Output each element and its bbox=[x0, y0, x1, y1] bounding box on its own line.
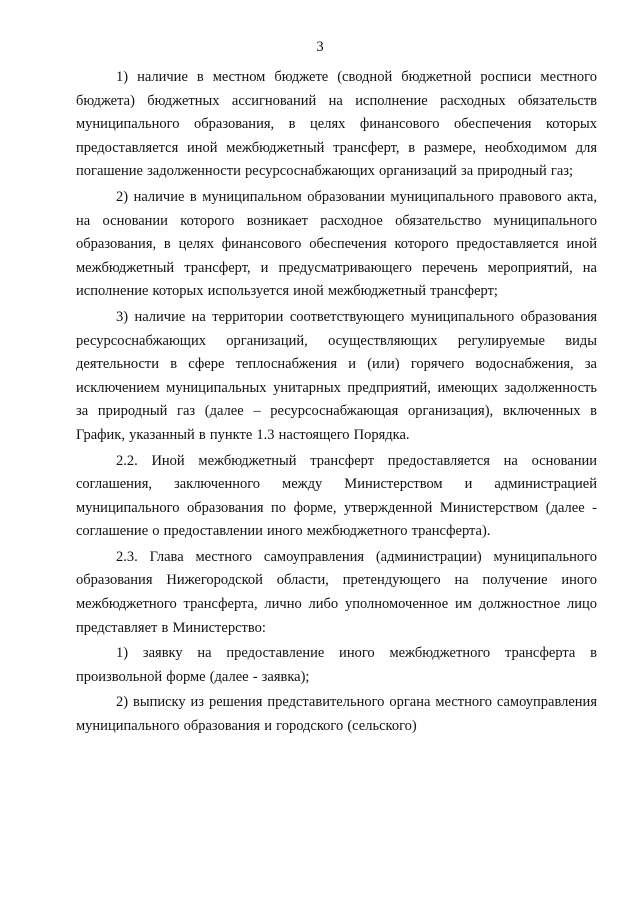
paragraph-extract: 2) выписку из решения представительного органа местного самоуправления муниципального образования и городского (сельского) bbox=[76, 694, 597, 735]
paragraph-head-of-self-government: 2.3. Глава местного самоуправления (администрации) муниципального образования Нижегородской области, претендующего на получение иного межбюджетного трансферта, лично либо уполномоченное им должностное лицо представляет в Министерство: bbox=[76, 548, 597, 636]
paragraph-resource-organizations: 3) наличие на территории соответствующего муниципального образования ресурсоснабжающих организаций, осуществляющих регулируемые виды деятельности в сфере теплоснабжения и (или) горячего водоснабжения, за исключением муниципальных унитарных предприятий, имеющих задолженность за природный газ (далее – ресурсоснабжающая организация), включенных в График, указанный в пункте 1.3 настоящего Порядка. bbox=[76, 308, 597, 443]
paragraph-agreement: 2.2. Иной межбюджетный трансферт предоставляется на основании соглашения, заключенного между Министерством и администрацией муниципального образования по форме, утвержденной Министерством (далее - соглашение о предоставлении иного межбюджетного трансферта). bbox=[76, 452, 597, 540]
page-number: 3 bbox=[316, 39, 324, 55]
paragraph-budget-allocations: 1) наличие в местном бюджете (сводной бюджетной росписи местного бюджета) бюджетных ассигнований на исполнение расходных обязательств муниципального образования, в целях финансового обеспечения которых предоставляется иной межбюджетный трансферт, в размере, необходимом для погашение задолженности ресурсоснабжающих организаций за природный газ; bbox=[76, 69, 597, 180]
document-body bbox=[76, 66, 597, 741]
paragraph-legal-act: 2) наличие в муниципальном образовании муниципального правового акта, на основании которого возникает расходное обязательство муниципального образования, в целях финансового обеспечения которого предоставляется иной межбюджетный трансферт, и предусматривающего перечень мероприятий, на исполнение которых используется иной межбюджетный трансферт; bbox=[76, 188, 597, 300]
paragraph-application: 1) заявку на предоставление иного межбюджетного трансферта в произвольной форме (далее - заявка); bbox=[76, 645, 597, 685]
